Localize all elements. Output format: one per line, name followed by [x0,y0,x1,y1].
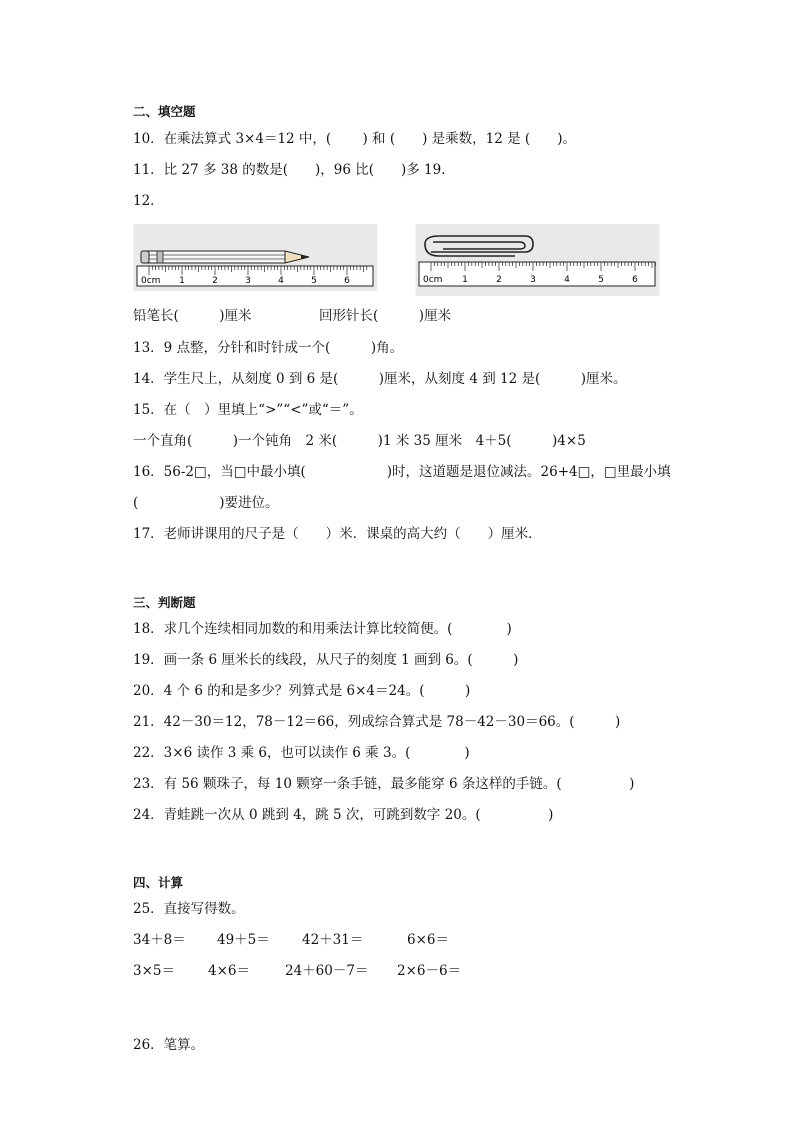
question-24: 24．青蛙跳一次从 0 跳到 4，跳 5 次，可跳到数字 20。( ) [133,807,554,823]
ruler-number: 4 [278,276,284,286]
question-13: 13．9 点整，分针和时针成一个( )角。 [133,340,404,356]
question-14: 14．学生尺上，从刻度 0 到 6 是( )厘米，从刻度 4 到 12 是( )厘米。 [133,371,627,387]
ruler-number: 6 [632,275,638,285]
ruler-number: 3 [530,275,536,285]
ruler-1 [137,266,373,286]
question-15-items: 一个直角( )一个钝角 2 米( )1 米 35 厘米 4＋5( )4×5 [133,433,586,449]
pencil-icon [141,251,309,263]
calc-item: 2×6－6＝ [397,963,462,979]
question-22: 22．3×6 读作 3 乘 6，也可以读作 6 乘 3。( ) [133,745,470,761]
ruler-1-start-label: 0cm [141,276,161,286]
question-11: 11．比 27 多 38 的数是( )，96 比( )多 19． [133,162,455,178]
ruler-2 [419,262,655,286]
ruler-number: 2 [212,276,218,286]
paperclip-ruler-figure [415,222,660,297]
question-12: 12． [133,193,164,209]
ruler-number: 4 [564,275,570,285]
calc-item: 4×6＝ [208,963,250,979]
ruler-number: 2 [496,275,502,285]
section-title-judgement: 三、判断题 [133,595,196,610]
calc-item: 42＋31＝ [302,932,364,948]
question-12-answers: 铅笔长( )厘米 回形针长( )厘米 [133,308,452,324]
question-15: 15．在（ ）里填上“>”“<”或“＝”。 [133,402,363,418]
question-16-line-2: ( )要进位。 [133,495,279,511]
calc-item: 34＋8＝ [133,932,186,948]
question-10: 10．在乘法算式 3×4＝12 中，( ) 和 ( ) 是乘数，12 是 ( )。 [133,131,576,147]
ruler-number: 1 [462,275,468,285]
ruler-number: 6 [344,276,350,286]
section-title-fill-blank: 二、填空题 [133,104,196,119]
calc-item: 49＋5＝ [217,932,270,948]
ruler-number: 5 [598,275,604,285]
pencil-ruler-figure [133,222,378,292]
ruler-number: 5 [311,276,317,286]
calc-item: 6×6＝ [407,932,449,948]
question-20: 20．4 个 6 的和是多少？列算式是 6×4＝24。( ) [133,683,471,699]
section-title-calculation: 四、计算 [133,875,184,890]
question-21: 21．42－30＝12，78－12＝66，列成综合算式是 78－42－30＝66。( ) [133,714,621,730]
ruler-number: 1 [179,276,185,286]
question-23: 23．有 56 颗珠子，每 10 颗穿一条手链，最多能穿 6 条这样的手链。( ) [133,776,635,792]
question-17: 17．老师讲课用的尺子是（ ）米．课桌的高大约（ ）厘米． [133,526,542,542]
question-16-line-1: 16．56-2□，当□中最小填( )时，这道题是退位减法。26+4□，□里最小填 [133,464,671,480]
question-18: 18．求几个连续相同加数的和用乘法计算比较简便。( ) [133,621,512,637]
ruler-number: 3 [245,276,251,286]
calc-item: 3×5＝ [133,963,175,979]
ruler-2-start-label: 0cm [423,275,443,285]
question-19: 19．画一条 6 厘米长的线段，从尺子的刻度 1 画到 6。( ) [133,652,519,668]
calc-item: 24＋60－7＝ [285,963,369,979]
question-26: 26．笔算。 [133,1037,205,1053]
question-25: 25．直接写得数。 [133,901,245,917]
